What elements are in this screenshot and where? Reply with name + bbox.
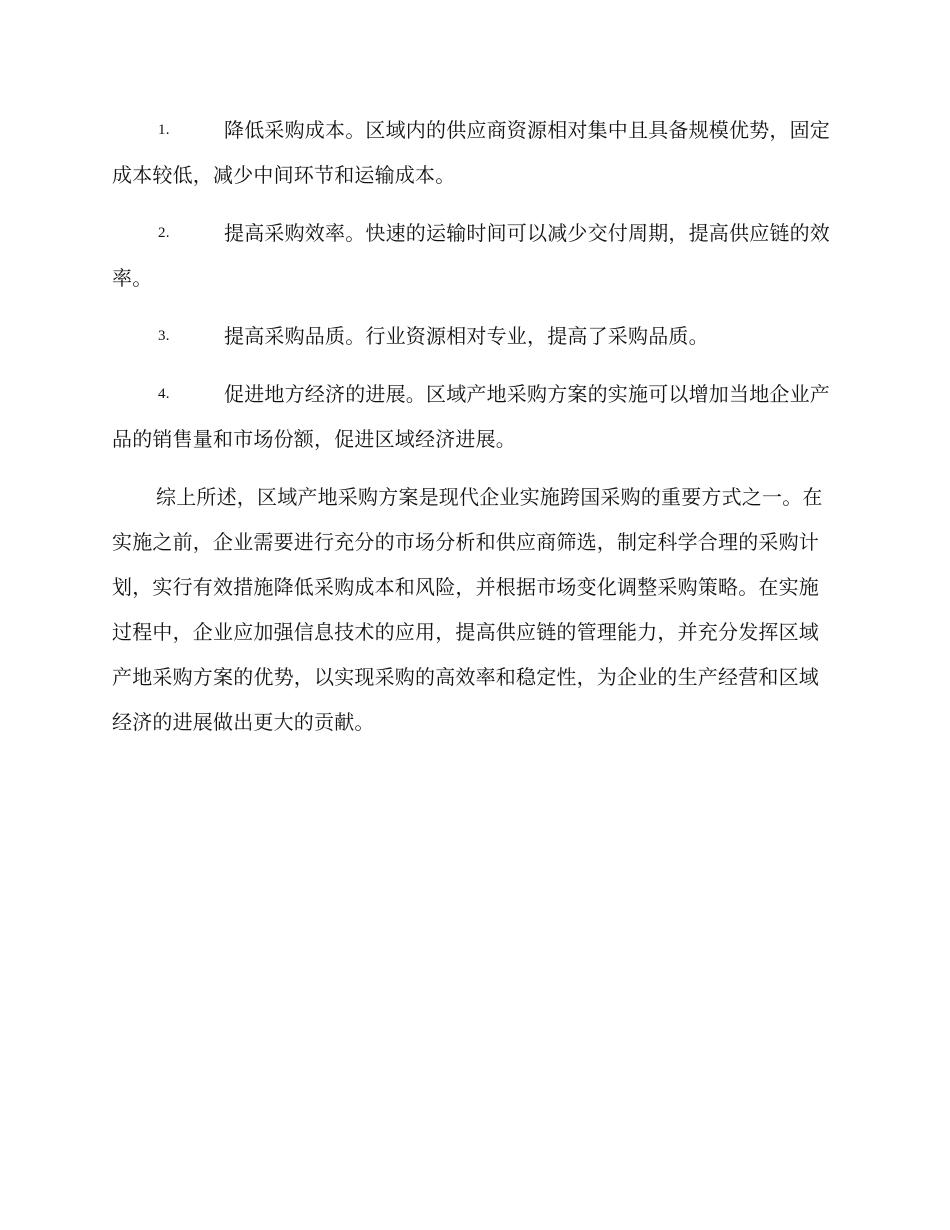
list-item-number: 2. [158, 225, 170, 241]
list-item [112, 372, 834, 462]
summary-paragraph: 综上所述，区域产地采购方案是现代企业实施跨国采购的重要方式之一。在实施之前，企业需要进行充分的市场分析和供应商筛选，制定科学合理的采购计划，实行有效措施降低采购成本和风险，并根据市场变化调整采购策略。在实施过程中，企业应加强信息技术的应用，提高供应链的管理能力，并充分发挥区域产地采购方案的优势，以实现采购的高效率和稳定性，为企业的生产经营和区域经济的进展做出更大的贡献。 [112, 485, 823, 734]
list-item-number: 3. [158, 328, 170, 344]
document-body [112, 108, 834, 745]
list-item [112, 314, 834, 359]
list-item-text: 提高采购品质。行业资源相对专业，提高了采购品质。 [224, 324, 709, 348]
list-item-number: 1. [158, 122, 170, 138]
list-item-text: 促进地方经济的进展。区域产地采购方案的实施可以增加当地企业产品的销售量和市场份额，促进区域经济进展。 [112, 382, 830, 451]
list-item [112, 211, 834, 301]
list-item-text: 降低采购成本。区域内的供应商资源相对集中且具备规模优势，固定成本较低，减少中间环节和运输成本。 [112, 118, 830, 187]
list-item [112, 108, 834, 198]
list-item-number: 4. [158, 386, 170, 402]
list-item-text: 提高采购效率。快速的运输时间可以减少交付周期，提高供应链的效率。 [112, 221, 830, 290]
